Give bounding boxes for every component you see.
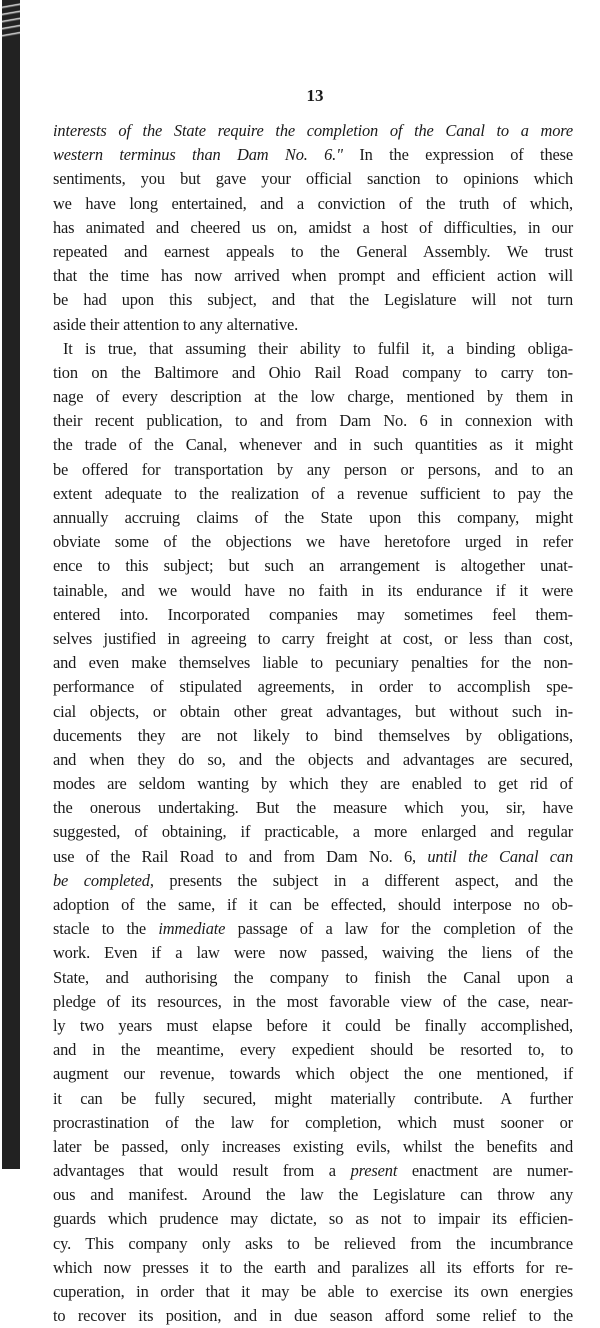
text-run: procrastination of the law for completion, which must sooner or bbox=[53, 1112, 573, 1132]
text-run: extent adequate to the realization of a revenue sufficient to pay the bbox=[53, 483, 573, 503]
text-run: has animated and cheered us on, amidst a host of difficulties, in our bbox=[53, 217, 573, 237]
text-line bbox=[53, 990, 573, 1014]
text-run: sentiments, you but gave your official sanction to opinions which bbox=[53, 169, 573, 189]
italic-text: present bbox=[350, 1161, 398, 1181]
text-line bbox=[53, 1232, 573, 1256]
binding-stitching bbox=[2, 2, 20, 38]
text-line bbox=[53, 941, 573, 965]
text-line bbox=[53, 288, 573, 312]
text-line bbox=[53, 966, 573, 990]
text-line bbox=[53, 820, 573, 844]
book-binding-edge bbox=[2, 0, 20, 1169]
text-line bbox=[53, 506, 573, 530]
text-line bbox=[53, 167, 573, 191]
text-line bbox=[53, 192, 573, 216]
text-run: cial objects, or obtain other great advantages, but without such in- bbox=[53, 701, 573, 721]
text-run: ly two years must elapse before it could be finally accomplished, bbox=[53, 1015, 573, 1035]
text-run: It is true, that assuming their ability to fulfil it, a binding obliga- bbox=[63, 338, 573, 358]
text-run: the trade of the Canal, whenever and in such quantities as it might bbox=[53, 435, 573, 455]
text-run: to recover its position, and in due season afford some relief to the bbox=[53, 1306, 573, 1326]
text-line bbox=[53, 869, 573, 893]
page-number: 13 bbox=[306, 86, 324, 105]
text-run: use of the Rail Road to and from Dam No. 6, bbox=[53, 846, 428, 866]
text-line bbox=[53, 675, 573, 699]
text-run: be had upon this subject, and that the Legislature will not turn bbox=[53, 290, 573, 310]
text-line bbox=[53, 1159, 573, 1183]
text-line bbox=[53, 1183, 573, 1207]
text-line bbox=[53, 216, 573, 240]
text-run: later be passed, only increases existing evils, whilst the benefits and bbox=[53, 1136, 573, 1156]
text-line bbox=[53, 1304, 573, 1328]
text-run: tainable, and we would have no faith in its endurance if it were bbox=[53, 580, 573, 600]
text-line bbox=[53, 724, 573, 748]
text-run: , presents the subject in a different aspect, and the bbox=[149, 870, 574, 890]
text-line bbox=[53, 893, 573, 917]
text-run: it can be fully secured, might materially contribute. A further bbox=[53, 1088, 573, 1108]
text-line bbox=[53, 1038, 573, 1062]
text-line bbox=[53, 1280, 573, 1304]
text-line bbox=[53, 1014, 573, 1038]
text-run: performance of stipulated agreements, in order to accomplish spe- bbox=[53, 677, 573, 697]
text-run: that the time has now arrived when prompt and efficient action will bbox=[53, 266, 573, 286]
italic-text: be completed bbox=[53, 870, 150, 890]
text-run: repeated and earnest appeals to the General Assembly. We trust bbox=[53, 241, 573, 261]
text-line bbox=[53, 651, 573, 675]
text-run: we have long entertained, and a conviction of the truth of which, bbox=[53, 193, 573, 213]
text-line bbox=[53, 796, 573, 820]
italic-text: until the Canal can bbox=[427, 846, 573, 866]
text-line bbox=[53, 433, 573, 457]
text-run: enactment are numer- bbox=[397, 1161, 573, 1181]
text-line bbox=[53, 385, 573, 409]
text-line bbox=[53, 361, 573, 385]
text-run: In the expression of these bbox=[342, 145, 573, 165]
text-run: cuperation, in order that it may be able to exercise its own energies bbox=[53, 1282, 573, 1301]
text-run: work. Even if a law were now passed, waiving the liens of the bbox=[53, 943, 573, 963]
text-line bbox=[53, 748, 573, 772]
text-line bbox=[53, 337, 573, 361]
text-line bbox=[53, 579, 573, 603]
text-line bbox=[53, 1207, 573, 1231]
text-line bbox=[53, 627, 573, 651]
text-run: obviate some of the objections we have heretofore urged in refer bbox=[53, 532, 573, 552]
text-line bbox=[53, 240, 573, 264]
text-line bbox=[53, 143, 573, 167]
text-run: guards which prudence may dictate, so as not to impair its efficien- bbox=[53, 1209, 573, 1229]
text-line bbox=[53, 554, 573, 578]
text-run: entered into. Incorporated companies may sometimes feel them- bbox=[53, 604, 573, 624]
text-run: selves justified in agreeing to carry freight at cost, or less than cost, bbox=[53, 628, 573, 648]
text-run: cy. This company only asks to be relieved from the incumbrance bbox=[53, 1233, 573, 1253]
text-run: ous and manifest. Around the law the Legislature can throw any bbox=[53, 1185, 573, 1205]
text-run: annually accruing claims of the State upon this company, might bbox=[53, 508, 573, 527]
body-text bbox=[53, 119, 573, 1328]
text-run: which now presses it to the earth and paralizes all its efforts for re- bbox=[53, 1257, 573, 1277]
text-run: adoption of the same, if it can be effected, should interpose no ob- bbox=[53, 895, 573, 914]
text-line bbox=[53, 603, 573, 627]
text-run: passage of a law for the completion of the bbox=[225, 919, 573, 939]
text-run: and even make themselves liable to pecuniary penalties for the non- bbox=[53, 653, 573, 673]
italic-text: interests of the State require the completion of the Canal to a more bbox=[53, 121, 573, 140]
text-run: ducements they are not likely to bind themselves by obligations, bbox=[53, 725, 573, 745]
text-run: tion on the Baltimore and Ohio Rail Road company to carry ton- bbox=[53, 362, 573, 382]
text-line bbox=[53, 700, 573, 724]
text-run: suggested, of obtaining, if practicable, a more enlarged and regular bbox=[53, 822, 573, 842]
text-line bbox=[53, 772, 573, 796]
text-line bbox=[53, 917, 573, 941]
text-line bbox=[53, 1256, 573, 1280]
italic-text: immediate bbox=[158, 919, 226, 939]
text-line bbox=[53, 1111, 573, 1135]
text-line bbox=[53, 482, 573, 506]
text-line bbox=[53, 313, 573, 337]
text-line bbox=[53, 409, 573, 433]
text-run: their recent publication, to and from Dam No. 6 in connexion with bbox=[53, 411, 573, 431]
text-line bbox=[53, 458, 573, 482]
text-run: augment our revenue, towards which object the one mentioned, if bbox=[53, 1064, 573, 1084]
text-line bbox=[53, 1062, 573, 1086]
text-run: modes are seldom wanting by which they are enabled to get rid of bbox=[53, 774, 573, 794]
text-line bbox=[53, 119, 573, 143]
text-run: stacle to the bbox=[53, 919, 159, 939]
italic-text: western terminus than Dam No. 6." bbox=[53, 145, 343, 165]
text-line bbox=[53, 1135, 573, 1159]
text-line bbox=[53, 530, 573, 554]
text-run: State, and authorising the company to finish the Canal upon a bbox=[53, 967, 573, 987]
text-line bbox=[53, 1087, 573, 1111]
text-run: ence to this subject; but such an arrangement is altogether unat- bbox=[53, 556, 573, 576]
text-run: be offered for transportation by any person or persons, and to an bbox=[53, 459, 573, 479]
text-line bbox=[53, 264, 573, 288]
text-run: aside their attention to any alternative. bbox=[53, 314, 299, 334]
text-run: the onerous undertaking. But the measure which you, sir, have bbox=[53, 798, 573, 818]
text-run: and in the meantime, every expedient should be resorted to, to bbox=[53, 1040, 573, 1060]
text-run: and when they do so, and the objects and advantages are secured, bbox=[53, 749, 573, 769]
text-run: advantages that would result from a bbox=[53, 1161, 351, 1181]
text-line bbox=[53, 845, 573, 869]
text-run: pledge of its resources, in the most favorable view of the case, near- bbox=[53, 991, 573, 1011]
text-run: nage of every description at the low charge, mentioned by them in bbox=[53, 387, 573, 407]
